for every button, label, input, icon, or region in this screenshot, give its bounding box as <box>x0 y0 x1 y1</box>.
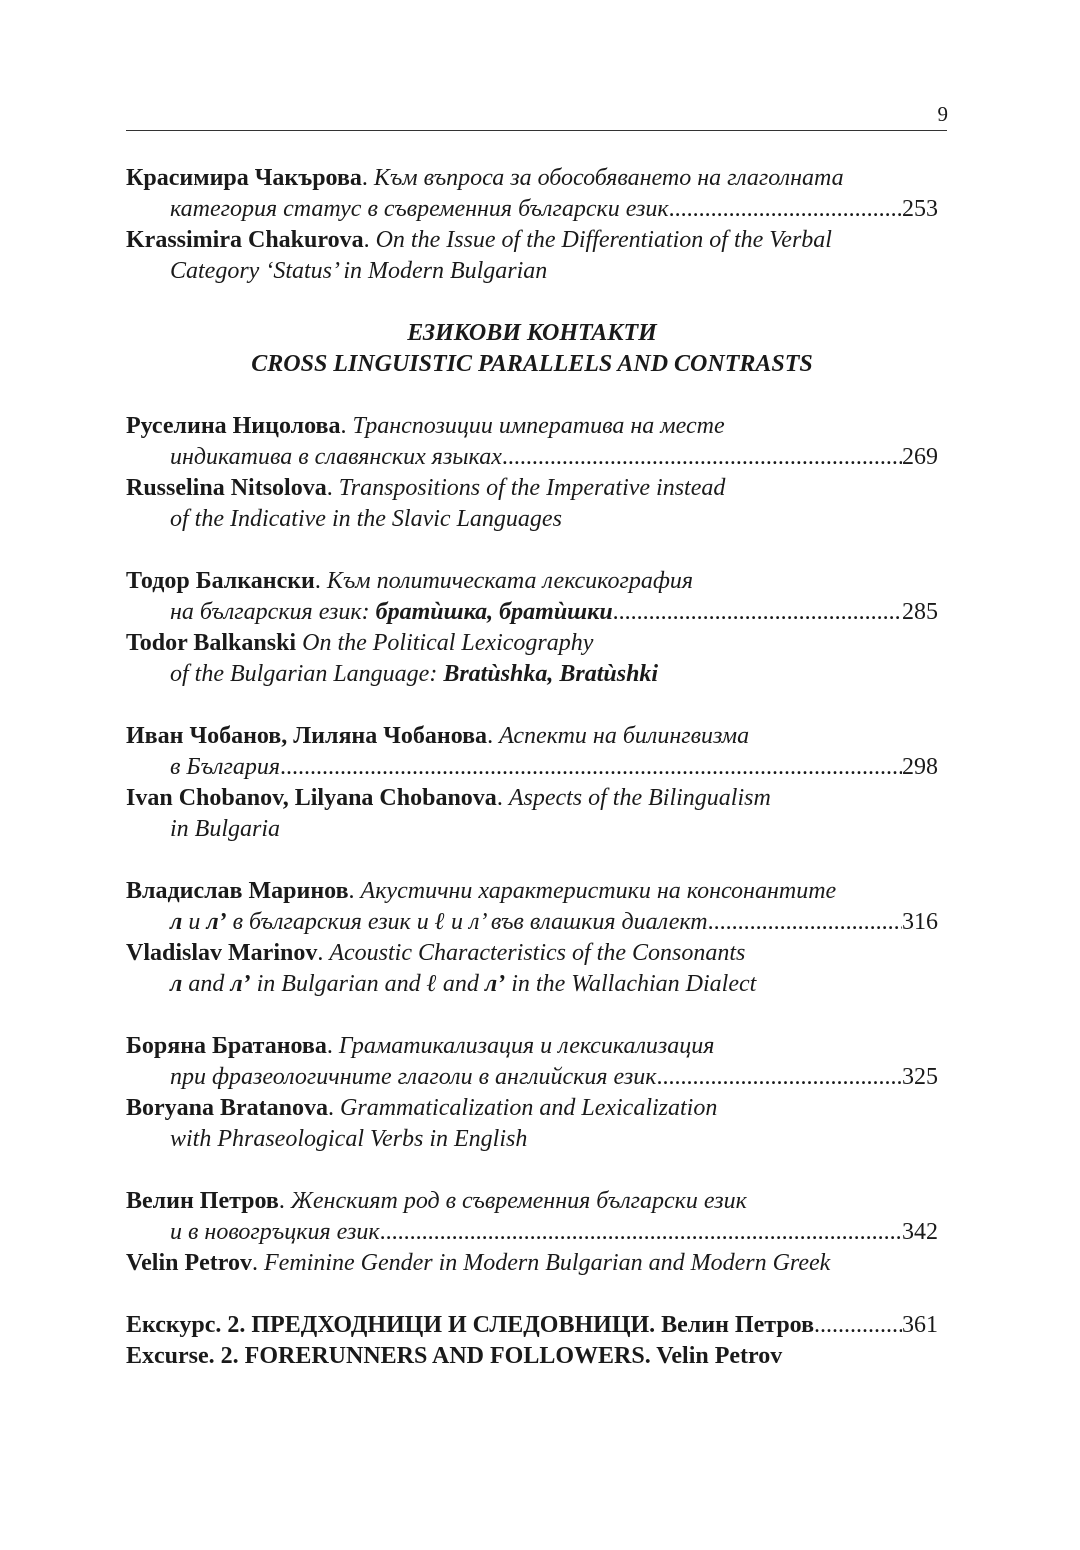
dot-leader <box>502 442 902 473</box>
title-bg-cont: в България <box>170 754 281 780</box>
toc-entry-nitsolova <box>126 411 938 535</box>
dot-leader <box>280 752 902 783</box>
title-fragment: във влашкия диалект <box>484 909 708 935</box>
toc-line <box>126 504 938 535</box>
author-bg: Боряна Братанова <box>126 1033 327 1059</box>
title-en: Aspects of the Bilingualism <box>508 785 771 811</box>
title-en-keyword: Bratùshka, Bratùshki <box>443 661 659 687</box>
toc-line: Velin Petrov. Feminine Gender in Modern Bulgarian and Modern Greek <box>126 1250 831 1276</box>
toc-line: Иван Чобанов, Лиляна Чобанова. Аспекти на билингвизма <box>126 723 750 749</box>
toc-line: Руселина Ницолова. Транспозиции императива на месте <box>126 413 725 439</box>
author-bg: Владислав Маринов <box>126 878 349 904</box>
title-en: Grammaticalization and Lexicalization <box>340 1095 718 1121</box>
title-bg-cont: при фразеологичните глаголи в английския език <box>170 1064 657 1090</box>
toc-line: Vladislav Marinov. Acoustic Characteristics of the Consonants <box>126 940 746 966</box>
title-fragment: и <box>445 909 470 935</box>
toc-line-leader <box>126 597 938 628</box>
table-of-contents <box>126 163 938 1372</box>
title-bg-cont: на българския език: <box>170 599 376 625</box>
title-fragment: в българския език и <box>226 909 435 935</box>
author-bg: Иван Чобанов, Лиляна Чобанова <box>126 723 488 749</box>
title-bg: Към политическата лексикография <box>326 568 694 594</box>
author-en: Russelina Nitsolova <box>126 475 327 501</box>
toc-line <box>126 659 938 690</box>
dot-leader <box>814 1310 902 1341</box>
title-en: Feminine Gender in Modern Bulgarian and Modern Greek <box>264 1250 831 1276</box>
toc-line <box>126 969 938 1000</box>
toc-line: Владислав Маринов. Акустични характеристики на консонантите <box>126 878 837 904</box>
author-bg: Красимира Чакърова <box>126 165 362 191</box>
author-en: Velin Petrov <box>126 1250 252 1276</box>
toc-line-leader <box>126 1310 938 1341</box>
page-ref: 316 <box>902 909 938 935</box>
author-en: Vladislav Marinov <box>126 940 318 966</box>
toc-line: Krassimira Chakurova. On the Issue of the Differentiation of the Verbal <box>126 227 832 253</box>
title-en: On the Issue of the Differentiation of the Verbal <box>375 227 832 253</box>
title-bg: Акустични характеристики на консонантите <box>360 878 837 904</box>
toc-line: Тодор Балкански. Към политическата лексикография <box>126 568 694 594</box>
title-fragment: and <box>182 971 231 997</box>
author-bg: Руселина Ницолова <box>126 413 341 439</box>
author-en: Todor Balkanski <box>126 630 297 656</box>
toc-line-leader <box>126 907 938 938</box>
title-en-cont: Category ‘Status’ in Modern Bulgarian <box>170 258 548 284</box>
phoneme-l: л <box>170 971 183 997</box>
excurse-bg: Екскурс. 2. ПРЕДХОДНИЦИ И СЛЕДОВНИЦИ. Велин Петров <box>126 1312 815 1338</box>
phoneme-l-soft: л’ <box>484 971 506 997</box>
excurse-en: Excurse. 2. FORERUNNERS AND FOLLOWERS. Velin Petrov <box>126 1343 783 1369</box>
page-ref: 253 <box>902 196 938 222</box>
title-en-cont: of the Bulgarian Language: <box>170 661 444 687</box>
section-heading <box>126 318 938 380</box>
toc-line <box>126 1124 938 1155</box>
toc-line: Боряна Братанова. Граматикализация и лексикализация <box>126 1033 715 1059</box>
toc-line-leader <box>126 752 938 783</box>
author-bg: Тодор Балкански <box>126 568 315 594</box>
title-fragment: in the Wallachian Dialect <box>505 971 757 997</box>
page-ref: 298 <box>902 754 938 780</box>
title-en: Transpositions of the Imperative instead <box>338 475 726 501</box>
toc-line <box>126 628 938 659</box>
title-bg: Към въпроса за обособяването на глаголната <box>373 165 844 191</box>
toc-entry-bratanova <box>126 1031 938 1155</box>
section-heading-bg: ЕЗИКОВИ КОНТАКТИ <box>407 320 657 346</box>
title-en: Acoustic Characteristics of the Consonants <box>329 940 746 966</box>
title-en-cont: of the Indicative in the Slavic Languages <box>170 506 562 532</box>
toc-line: Boryana Bratanova. Grammaticalization and Lexicalization <box>126 1095 718 1121</box>
title-bg-cont: категория статус в съвременния български език <box>170 196 669 222</box>
phoneme-dark-l: ℓ <box>434 909 446 935</box>
phoneme-l-soft: л’ <box>469 909 485 935</box>
toc-line: Ivan Chobanov, Lilyana Chobanova. Aspects of the Bilingualism <box>126 785 771 811</box>
dot-leader <box>708 907 902 938</box>
toc-line: Russelina Nitsolova. Transpositions of the Imperative instead <box>126 475 726 501</box>
toc-entry-marinov <box>126 876 938 1000</box>
toc-entry-chakurova <box>126 163 938 287</box>
dot-leader <box>669 194 902 225</box>
phoneme-l-soft: л’ <box>206 909 227 935</box>
toc-line: Красимира Чакърова. Към въпроса за обособяването на глаголната <box>126 165 844 191</box>
phoneme-dark-l: ℓ <box>426 971 437 997</box>
toc-line: Велин Петров. Женският род в съвременния български език <box>126 1188 747 1214</box>
title-fragment: и <box>182 909 207 935</box>
toc-entry-chobanov <box>126 721 938 845</box>
author-en: Boryana Bratanova <box>126 1095 329 1121</box>
dot-leader <box>656 1062 902 1093</box>
title-bg-keyword: братѝшка, братѝшки <box>375 599 613 625</box>
toc-line-leader <box>126 1217 938 1248</box>
title-bg: Аспекти на билингвизма <box>499 723 750 749</box>
phoneme-l-soft: л’ <box>230 971 251 997</box>
title-fragment: and <box>436 971 485 997</box>
author-en: Ivan Chobanov, Lilyana Chobanova <box>126 785 497 811</box>
title-bg: Женският род в съвременния български език <box>290 1188 747 1214</box>
page-ref: 361 <box>902 1312 938 1338</box>
author-bg: Велин Петров <box>126 1188 279 1214</box>
toc-line-leader <box>126 442 938 473</box>
toc-line <box>126 256 938 287</box>
toc-line-leader <box>126 1062 938 1093</box>
toc-line-leader <box>126 194 938 225</box>
section-heading-en: CROSS LINGUISTIC PARALLELS AND CONTRASTS <box>251 351 813 377</box>
page-number: 9 <box>937 102 948 126</box>
toc-entry-excurse <box>126 1310 938 1372</box>
title-en-cont: in Bulgaria <box>170 816 281 842</box>
toc-line <box>126 814 938 845</box>
title-en-cont: with Phraseological Verbs in English <box>170 1126 528 1152</box>
page-ref: 269 <box>902 444 938 470</box>
page-ref: 285 <box>902 599 938 625</box>
title-bg-cont: и в новогръцкия език <box>170 1219 380 1245</box>
dot-leader <box>613 597 902 628</box>
title-bg: Транспозиции императива на месте <box>352 413 725 439</box>
title-bg: Граматикализация и лексикализация <box>338 1033 715 1059</box>
toc-entry-balkanski <box>126 566 938 690</box>
phoneme-l: л <box>170 909 183 935</box>
page-ref: 325 <box>902 1064 938 1090</box>
header-rule <box>126 130 947 131</box>
author-en: Krassimira Chakurova <box>126 227 364 253</box>
dot-leader <box>380 1217 902 1248</box>
title-fragment: in Bulgarian and <box>250 971 427 997</box>
page-ref: 342 <box>902 1219 938 1245</box>
title-en: On the Political Lexicography <box>302 630 594 656</box>
toc-line <box>126 1341 938 1372</box>
toc-entry-petrov <box>126 1186 938 1279</box>
title-bg-cont: индикатива в славянских языках <box>170 444 502 470</box>
